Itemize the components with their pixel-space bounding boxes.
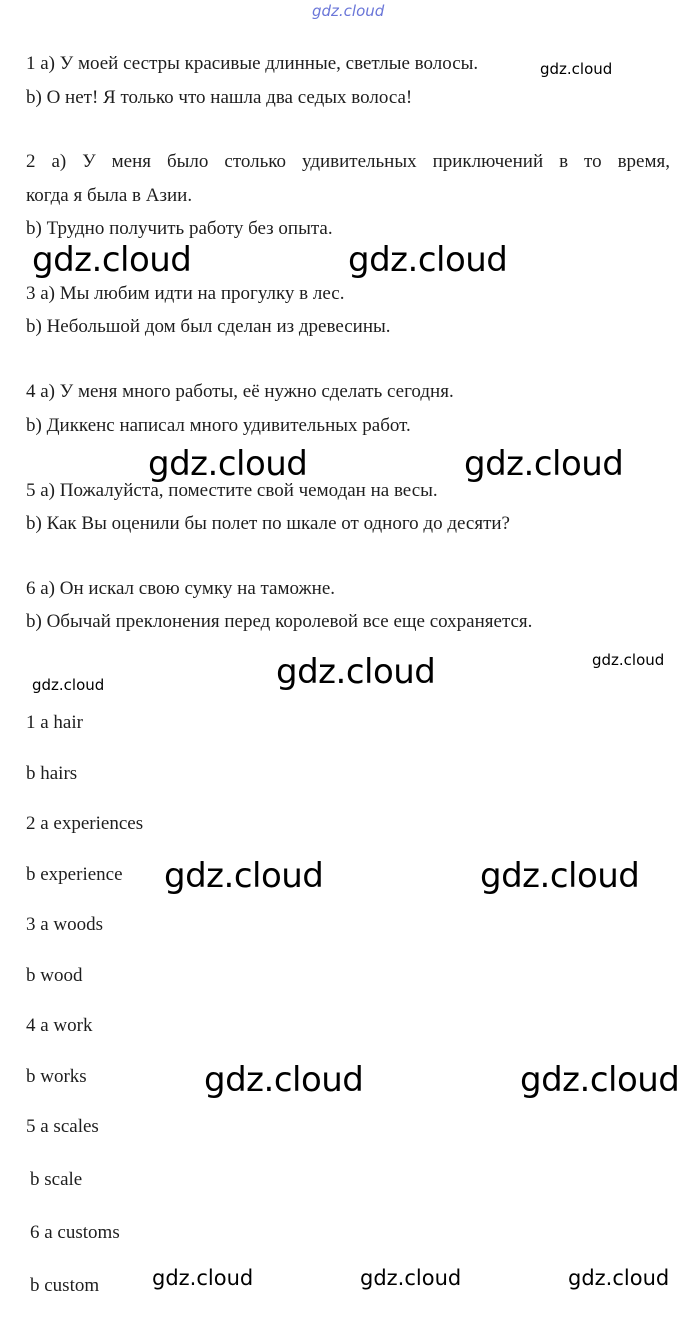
watermark: gdz.cloud [32, 676, 105, 694]
watermark: gdz.cloud [204, 1060, 364, 1100]
watermark: gdz.cloud [164, 856, 324, 896]
answer-item: 6 a customs [30, 1222, 120, 1243]
translation-2a-line2: когда я была в Азии. [26, 185, 193, 206]
answer-item: 5 a scales [26, 1116, 99, 1137]
answer-item: b custom [30, 1275, 100, 1296]
watermark: gdz.cloud [360, 1266, 462, 1290]
translation-3a: 3 а) Мы любим идти на прогулку в лес. [26, 283, 345, 304]
answer-item: b experience [26, 864, 123, 885]
watermark-top: gdz.cloud [312, 2, 385, 20]
watermark: gdz.cloud [480, 856, 640, 896]
translation-5b: b) Как Вы оценили бы полет по шкале от одного до десяти? [26, 513, 510, 534]
answer-item: 3 a woods [26, 914, 104, 935]
translation-1a: 1 а) У моей сестры красивые длинные, светлые волосы. [26, 53, 479, 74]
answer-item: b hairs [26, 763, 78, 784]
translation-2b: b) Трудно получить работу без опыта. [26, 218, 333, 239]
watermark: gdz.cloud [148, 444, 308, 484]
watermark: gdz.cloud [348, 240, 508, 280]
translation-3b: b) Небольшой дом был сделан из древесины. [26, 316, 391, 337]
translation-5a: 5 а) Пожалуйста, поместите свой чемодан на весы. [26, 480, 438, 501]
answer-item: 1 a hair [26, 712, 83, 733]
watermark: gdz.cloud [568, 1266, 670, 1290]
translation-2a-line1: 2 а) У меня было столько удивительных приключений в то время, [26, 151, 670, 172]
answer-item: b scale [30, 1169, 83, 1190]
watermark: gdz.cloud [540, 60, 613, 78]
translation-1b: b) О нет! Я только что нашла два седых волоса! [26, 87, 413, 108]
answer-item: 2 a experiences [26, 813, 144, 834]
watermark: gdz.cloud [520, 1060, 680, 1100]
watermark: gdz.cloud [32, 240, 192, 280]
answer-item: b works [26, 1066, 87, 1087]
answer-item: b wood [26, 965, 83, 986]
watermark: gdz.cloud [276, 652, 436, 692]
translation-4b: b) Диккенс написал много удивительных работ. [26, 415, 411, 436]
watermark: gdz.cloud [464, 444, 624, 484]
answer-item: 4 a work [26, 1015, 93, 1036]
translation-4a: 4 а) У меня много работы, её нужно сделать сегодня. [26, 381, 454, 402]
watermark: gdz.cloud [152, 1266, 254, 1290]
translation-6b: b) Обычай преклонения перед королевой все еще сохраняется. [26, 611, 533, 632]
translation-6a: 6 а) Он искал свою сумку на таможне. [26, 578, 336, 599]
watermark: gdz.cloud [592, 651, 665, 669]
